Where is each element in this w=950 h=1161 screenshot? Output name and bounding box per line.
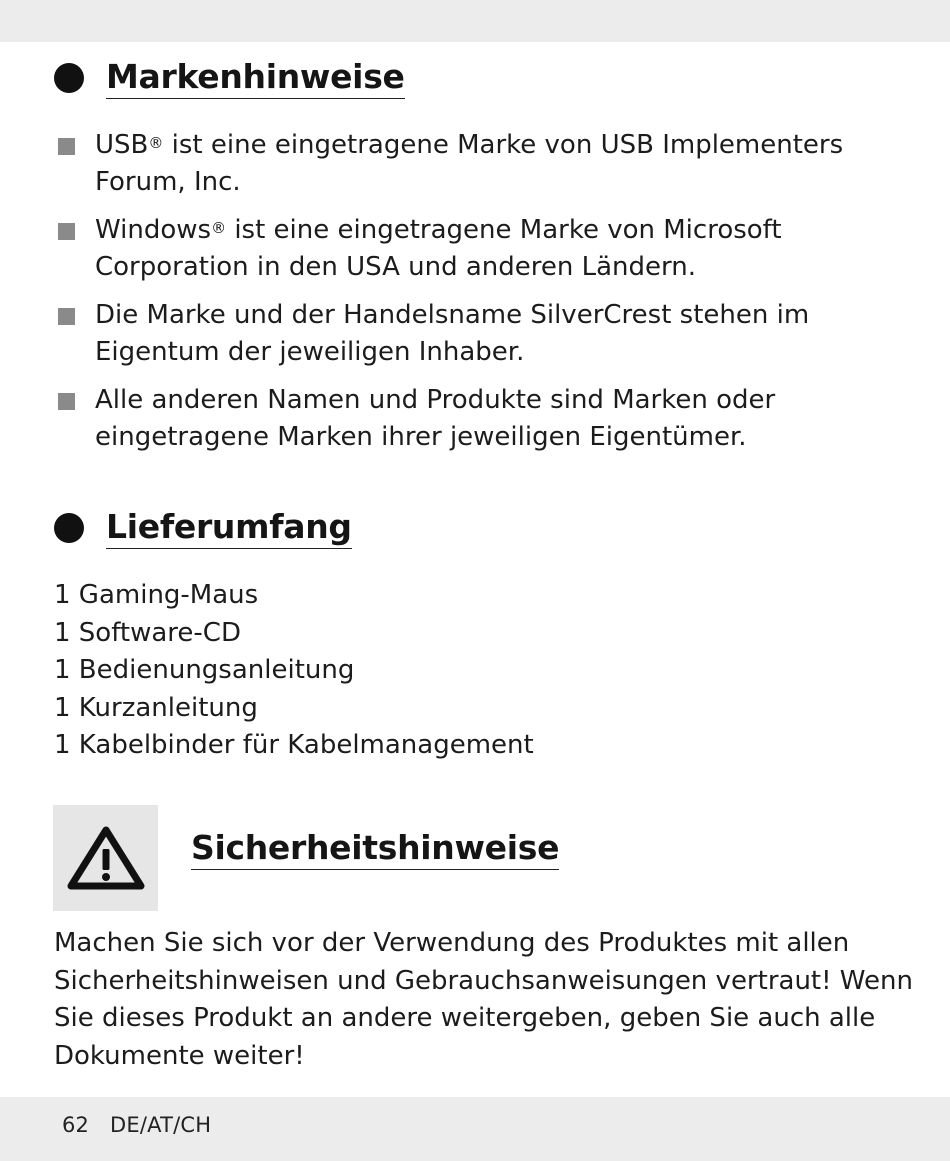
trademark-text: ist eine eingetragene Marke von Microsoft Corporation in den USA und anderen Ländern.: [95, 215, 782, 282]
trademark-name: Windows: [95, 215, 212, 245]
list-item: 1 Bedienungsanleitung: [54, 655, 355, 685]
safety-title: Sicherheitshinweise: [191, 829, 559, 870]
list-item: 1 Kabelbinder für Kabelmanagement: [54, 730, 534, 760]
bullet-dot-icon: [54, 513, 84, 543]
region-label: DE/AT/CH: [110, 1113, 212, 1137]
contents-list: [54, 577, 534, 765]
registered-mark: ®: [211, 219, 227, 237]
list-item: 1 Software-CD: [54, 617, 241, 648]
trademark-name: USB: [95, 130, 149, 160]
trademark-text: Alle anderen Namen und Produkte sind Marken oder eingetragene Marken ihrer jeweiligen Eigentümer.: [95, 385, 776, 452]
registered-mark: ®: [148, 134, 164, 152]
trademarks-list: [58, 127, 918, 467]
contents-title: Lieferumfang: [106, 508, 352, 549]
list-item: [58, 382, 918, 456]
square-bullet-icon: [58, 308, 75, 325]
trademark-text: ist eine eingetragene Marke von USB Implementers Forum, Inc.: [95, 130, 844, 197]
bullet-dot-icon: [54, 63, 84, 93]
safety-text: Machen Sie sich vor der Verwendung des Produktes mit allen Sicherheitshinweisen und Gebrauchsanweisungen vertraut! Wenn Sie dieses Produkt an andere weitergeben, geben Sie auch alle Dokumente weiter!: [54, 928, 913, 1071]
trademarks-title: Markenhinweise: [106, 58, 405, 99]
top-band: [0, 0, 950, 42]
page-number: 62: [62, 1113, 90, 1137]
list-item: 1 Kurzanleitung: [54, 692, 258, 723]
warning-box: [53, 805, 158, 911]
list-item: 1 Gaming-Maus: [54, 580, 259, 610]
page-footer: [62, 1113, 211, 1137]
list-item: [58, 127, 918, 201]
trademarks-heading: [54, 58, 405, 99]
warning-triangle-icon: [66, 825, 146, 891]
square-bullet-icon: [58, 138, 75, 155]
square-bullet-icon: [58, 393, 75, 410]
trademark-text: Die Marke und der Handelsname SilverCrest stehen im Eigentum der jeweiligen Inhaber.: [95, 300, 810, 367]
square-bullet-icon: [58, 223, 75, 240]
list-item: [58, 297, 918, 371]
list-item: [58, 212, 918, 286]
contents-heading: [54, 508, 352, 549]
